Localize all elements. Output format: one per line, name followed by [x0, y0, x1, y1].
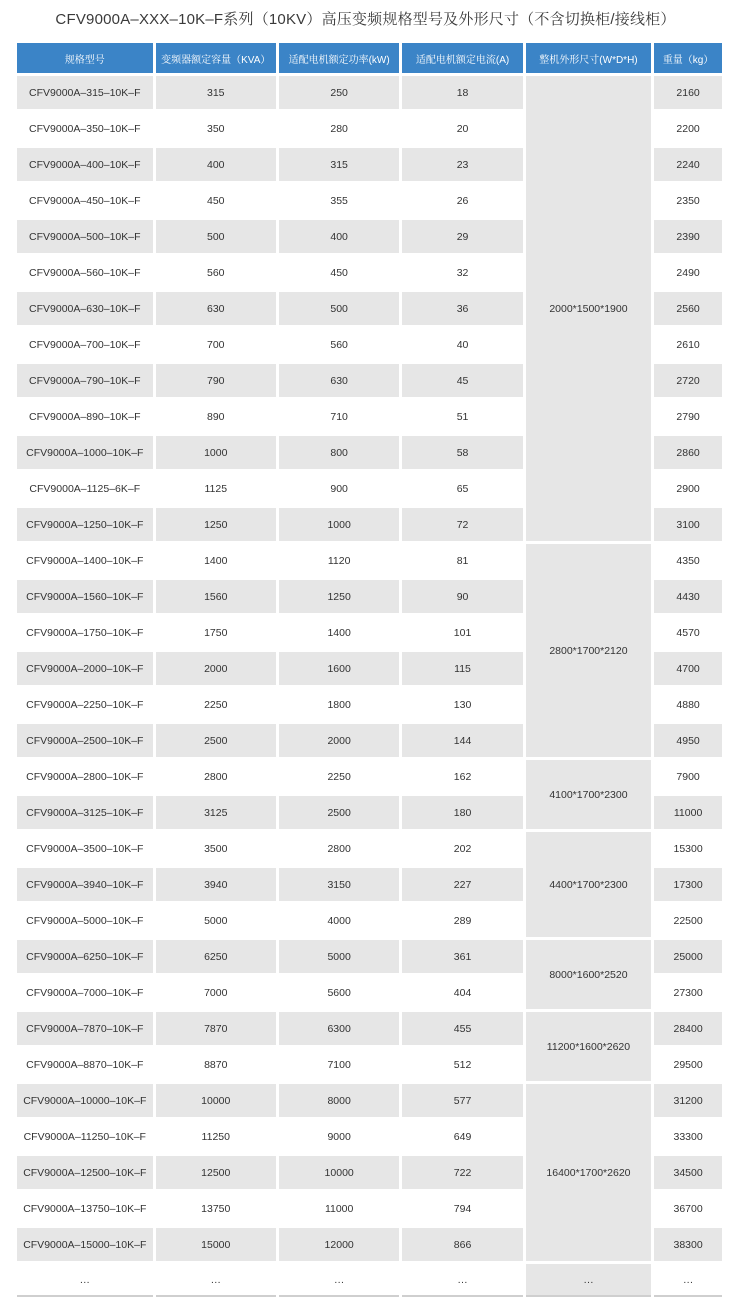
cell-power: 2000 — [279, 724, 399, 757]
cell-weight: 2900 — [654, 472, 722, 505]
cell-power: 5000 — [279, 940, 399, 973]
cell-capacity: 890 — [156, 400, 276, 433]
cell-power: 5600 — [279, 976, 399, 1009]
cell-model: CFV9000A–560–10K–F — [17, 256, 153, 289]
cell-current: 361 — [402, 940, 522, 973]
cell-model: CFV9000A–7870–10K–F — [17, 1012, 153, 1045]
cell-power: 560 — [279, 328, 399, 361]
cell-weight: 4350 — [654, 544, 722, 577]
header-power: 适配电机额定功率(kW) — [279, 43, 399, 73]
cell-weight: 2240 — [654, 148, 722, 181]
cell-current: 180 — [402, 796, 522, 829]
cell-power: 400 — [279, 220, 399, 253]
cell-current: 512 — [402, 1048, 522, 1081]
cell-current: 130 — [402, 688, 522, 721]
cell-capacity: 1750 — [156, 616, 276, 649]
cell-current: 45 — [402, 364, 522, 397]
cell-weight: 22500 — [654, 904, 722, 937]
cell-current: 29 — [402, 220, 522, 253]
cell-weight: 25000 — [654, 940, 722, 973]
table-row — [17, 760, 722, 793]
cell-current: 577 — [402, 1084, 522, 1117]
cell-power: 630 — [279, 364, 399, 397]
cell-model: CFV9000A–1250–10K–F — [17, 508, 153, 541]
cell-weight: 2160 — [654, 76, 722, 109]
cell-model: CFV9000A–3940–10K–F — [17, 868, 153, 901]
table-row — [17, 832, 722, 865]
cell-current: 202 — [402, 832, 522, 865]
page-title: CFV9000A–XXX–10K–F系列（10KV）高压变频规格型号及外形尺寸（不含切换柜/接线柜） — [55, 11, 676, 28]
cell-capacity: 7870 — [156, 1012, 276, 1045]
cell-power: 800 — [279, 436, 399, 469]
header-weight: 重量（kg） — [654, 43, 722, 73]
cell-model: CFV9000A–6250–10K–F — [17, 940, 153, 973]
cell-current: 26 — [402, 184, 522, 217]
cell-capacity: 700 — [156, 328, 276, 361]
cell-capacity: 315 — [156, 76, 276, 109]
cell-capacity: 560 — [156, 256, 276, 289]
cell-weight: 27300 — [654, 976, 722, 1009]
cell-model: CFV9000A–3125–10K–F — [17, 796, 153, 829]
cell-weight: 4880 — [654, 688, 722, 721]
cell-capacity: 10000 — [156, 1084, 276, 1117]
cell-model: CFV9000A–8870–10K–F — [17, 1048, 153, 1081]
cell-current: 90 — [402, 580, 522, 613]
cell-current: … — [402, 1264, 522, 1297]
cell-model: CFV9000A–450–10K–F — [17, 184, 153, 217]
cell-capacity: 1250 — [156, 508, 276, 541]
cell-weight: 4570 — [654, 616, 722, 649]
cell-current: 404 — [402, 976, 522, 1009]
cell-weight: 38300 — [654, 1228, 722, 1261]
cell-capacity: 13750 — [156, 1192, 276, 1225]
cell-model: CFV9000A–890–10K–F — [17, 400, 153, 433]
cell-capacity: 8870 — [156, 1048, 276, 1081]
cell-weight: 4430 — [654, 580, 722, 613]
cell-weight: 2860 — [654, 436, 722, 469]
cell-capacity: 1400 — [156, 544, 276, 577]
cell-model: CFV9000A–500–10K–F — [17, 220, 153, 253]
header-model: 规格型号 — [17, 43, 153, 73]
cell-power: 355 — [279, 184, 399, 217]
cell-current: 794 — [402, 1192, 522, 1225]
cell-capacity: 6250 — [156, 940, 276, 973]
cell-power: 450 — [279, 256, 399, 289]
cell-capacity: 2000 — [156, 652, 276, 685]
cell-power: 9000 — [279, 1120, 399, 1153]
cell-model: CFV9000A–7000–10K–F — [17, 976, 153, 1009]
cell-capacity: 15000 — [156, 1228, 276, 1261]
cell-model: CFV9000A–15000–10K–F — [17, 1228, 153, 1261]
cell-model: CFV9000A–12500–10K–F — [17, 1156, 153, 1189]
cell-weight: 36700 — [654, 1192, 722, 1225]
cell-current: 36 — [402, 292, 522, 325]
cell-power: 3150 — [279, 868, 399, 901]
cell-capacity: … — [156, 1264, 276, 1297]
cell-model: CFV9000A–1000–10K–F — [17, 436, 153, 469]
cell-dimensions: 4400*1700*2300 — [526, 832, 651, 937]
cell-capacity: 7000 — [156, 976, 276, 1009]
cell-current: 289 — [402, 904, 522, 937]
cell-current: 18 — [402, 76, 522, 109]
cell-power: 4000 — [279, 904, 399, 937]
cell-weight: 2720 — [654, 364, 722, 397]
cell-current: 58 — [402, 436, 522, 469]
cell-current: 649 — [402, 1120, 522, 1153]
cell-current: 51 — [402, 400, 522, 433]
cell-power: 12000 — [279, 1228, 399, 1261]
cell-model: CFV9000A–2800–10K–F — [17, 760, 153, 793]
cell-model: CFV9000A–790–10K–F — [17, 364, 153, 397]
cell-capacity: 630 — [156, 292, 276, 325]
cell-power: 315 — [279, 148, 399, 181]
cell-model: CFV9000A–1750–10K–F — [17, 616, 153, 649]
cell-weight: 33300 — [654, 1120, 722, 1153]
cell-model: CFV9000A–2250–10K–F — [17, 688, 153, 721]
cell-model: CFV9000A–2500–10K–F — [17, 724, 153, 757]
cell-power: 710 — [279, 400, 399, 433]
cell-model: CFV9000A–315–10K–F — [17, 76, 153, 109]
cell-model: CFV9000A–13750–10K–F — [17, 1192, 153, 1225]
cell-current: 866 — [402, 1228, 522, 1261]
cell-model: CFV9000A–1560–10K–F — [17, 580, 153, 613]
cell-capacity: 11250 — [156, 1120, 276, 1153]
cell-current: 40 — [402, 328, 522, 361]
header-current: 适配电机额定电流(A) — [402, 43, 522, 73]
cell-weight: 17300 — [654, 868, 722, 901]
table-row — [17, 1012, 722, 1045]
cell-dimensions: 11200*1600*2620 — [526, 1012, 651, 1081]
cell-power: 11000 — [279, 1192, 399, 1225]
cell-weight: 34500 — [654, 1156, 722, 1189]
cell-capacity: 3125 — [156, 796, 276, 829]
cell-weight: 28400 — [654, 1012, 722, 1045]
cell-capacity: 12500 — [156, 1156, 276, 1189]
header-capacity: 变频器额定容量（KVA） — [156, 43, 276, 73]
cell-weight: 31200 — [654, 1084, 722, 1117]
cell-capacity: 1000 — [156, 436, 276, 469]
cell-weight: 11000 — [654, 796, 722, 829]
table-row — [17, 544, 722, 577]
cell-power: 1120 — [279, 544, 399, 577]
table-row — [17, 1084, 722, 1117]
cell-capacity: 1560 — [156, 580, 276, 613]
cell-weight: 2490 — [654, 256, 722, 289]
cell-current: 72 — [402, 508, 522, 541]
cell-capacity: 2800 — [156, 760, 276, 793]
cell-dimensions: 8000*1600*2520 — [526, 940, 651, 1009]
cell-model: CFV9000A–400–10K–F — [17, 148, 153, 181]
cell-model: CFV9000A–2000–10K–F — [17, 652, 153, 685]
cell-model: CFV9000A–350–10K–F — [17, 112, 153, 145]
cell-dimensions: 2800*1700*2120 — [526, 544, 651, 757]
cell-current: 227 — [402, 868, 522, 901]
spec-table — [14, 40, 725, 1300]
cell-weight: 2610 — [654, 328, 722, 361]
cell-weight: 15300 — [654, 832, 722, 865]
cell-capacity: 500 — [156, 220, 276, 253]
cell-dimensions: 2000*1500*1900 — [526, 76, 651, 541]
cell-power: 1000 — [279, 508, 399, 541]
cell-capacity: 2500 — [156, 724, 276, 757]
cell-model: CFV9000A–1400–10K–F — [17, 544, 153, 577]
cell-weight: 7900 — [654, 760, 722, 793]
cell-capacity: 2250 — [156, 688, 276, 721]
cell-weight: 2350 — [654, 184, 722, 217]
cell-capacity: 3940 — [156, 868, 276, 901]
cell-weight: 2560 — [654, 292, 722, 325]
cell-capacity: 5000 — [156, 904, 276, 937]
cell-power: 500 — [279, 292, 399, 325]
cell-capacity: 350 — [156, 112, 276, 145]
cell-current: 101 — [402, 616, 522, 649]
cell-dimensions: … — [526, 1264, 651, 1297]
cell-capacity: 1125 — [156, 472, 276, 505]
cell-model: CFV9000A–1125–6K–F — [17, 472, 153, 505]
cell-current: 20 — [402, 112, 522, 145]
cell-power: 2500 — [279, 796, 399, 829]
cell-weight: 4700 — [654, 652, 722, 685]
cell-dimensions: 4100*1700*2300 — [526, 760, 651, 829]
cell-capacity: 790 — [156, 364, 276, 397]
table-body — [17, 76, 722, 1297]
cell-power: 2800 — [279, 832, 399, 865]
cell-current: 23 — [402, 148, 522, 181]
cell-power: 10000 — [279, 1156, 399, 1189]
cell-weight: 2790 — [654, 400, 722, 433]
cell-capacity: 400 — [156, 148, 276, 181]
cell-current: 722 — [402, 1156, 522, 1189]
cell-weight: 4950 — [654, 724, 722, 757]
cell-power: 1600 — [279, 652, 399, 685]
cell-current: 115 — [402, 652, 522, 685]
cell-capacity: 3500 — [156, 832, 276, 865]
cell-current: 162 — [402, 760, 522, 793]
cell-model: CFV9000A–10000–10K–F — [17, 1084, 153, 1117]
cell-current: 455 — [402, 1012, 522, 1045]
cell-current: 65 — [402, 472, 522, 505]
header-dimensions: 整机外形尺寸(W*D*H) — [526, 43, 651, 73]
cell-weight: 2390 — [654, 220, 722, 253]
cell-power: 1400 — [279, 616, 399, 649]
cell-power: 2250 — [279, 760, 399, 793]
cell-weight: 29500 — [654, 1048, 722, 1081]
cell-power: 900 — [279, 472, 399, 505]
cell-power: 280 — [279, 112, 399, 145]
cell-model: CFV9000A–700–10K–F — [17, 328, 153, 361]
cell-model: CFV9000A–5000–10K–F — [17, 904, 153, 937]
cell-power: 7100 — [279, 1048, 399, 1081]
cell-dimensions: 16400*1700*2620 — [526, 1084, 651, 1261]
table-row — [17, 76, 722, 109]
header-row — [17, 43, 722, 73]
cell-power: 250 — [279, 76, 399, 109]
table-row — [17, 1264, 722, 1297]
table-row — [17, 940, 722, 973]
cell-model: … — [17, 1264, 153, 1297]
cell-current: 144 — [402, 724, 522, 757]
cell-current: 81 — [402, 544, 522, 577]
cell-weight: 2200 — [654, 112, 722, 145]
cell-power: … — [279, 1264, 399, 1297]
cell-weight: 3100 — [654, 508, 722, 541]
cell-model: CFV9000A–3500–10K–F — [17, 832, 153, 865]
cell-power: 8000 — [279, 1084, 399, 1117]
cell-model: CFV9000A–11250–10K–F — [17, 1120, 153, 1153]
cell-power: 1800 — [279, 688, 399, 721]
cell-power: 1250 — [279, 580, 399, 613]
cell-current: 32 — [402, 256, 522, 289]
cell-model: CFV9000A–630–10K–F — [17, 292, 153, 325]
cell-power: 6300 — [279, 1012, 399, 1045]
cell-weight: … — [654, 1264, 722, 1297]
cell-capacity: 450 — [156, 184, 276, 217]
